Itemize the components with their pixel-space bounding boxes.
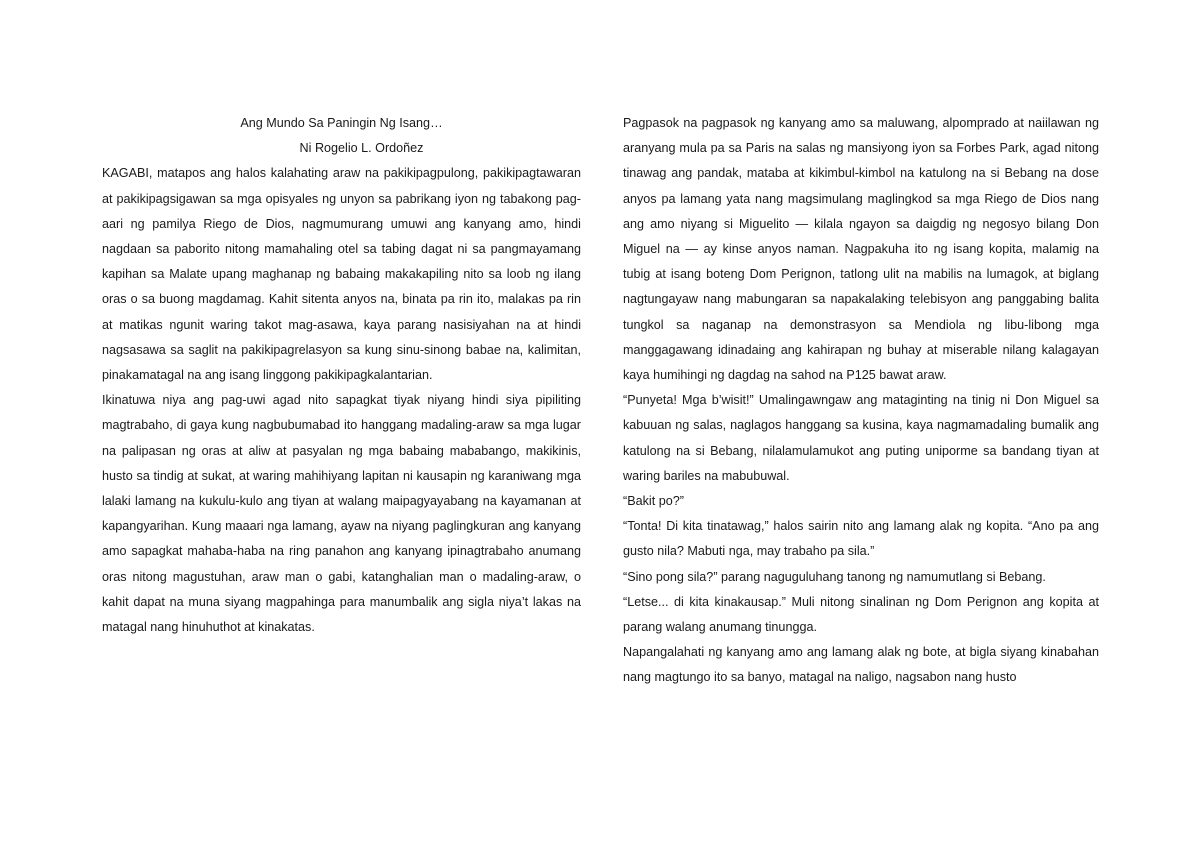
paragraph: Pagpasok na pagpasok ng kanyang amo sa maluwang, alpomprado at naiilawan ng aranyang mula pa sa Paris na salas ng mansiyong iyon sa Forbes Park, agad nitong tinawag ang pandak, mataba at kikimbul-kimbol na katulong na si Bebang na dose anyos pa lamang yata nang magsimulang maglingkod sa mga Riego de Dios nang ang amo niyang si Miguelito — kilala ngayon sa daigdig ng negosyo bilang Don Miguel na — ay kinse anyos naman. Nagpakuha ito ng isang kopita, malamig na tubig at isang boteng Dom Perignon, tatlong ulit na mabilis na lumagok, at biglang nagtungayaw nang mabungaran sa napakalaking telebisyon ang panggabing balita tungkol sa naganap na demonstrasyon sa Mendiola ng libu-libong mga manggagawang idinadaing ang kahirapan ng buhay at miserable nilang kalagayan kaya humihingi ng dagdag na sahod na P125 bawat araw.: [623, 116, 1099, 383]
paragraph: “Punyeta! Mga b’wisit!” Umalingawngaw ang mataginting na tinig ni Don Miguel sa kabuuan ng salas, naglagos hanggang sa kusina, kaya nagmamadaling bumalik ang katulong na si Bebang, nilalamulamukot ang puting uniporme sa bandang tiyan at waring bariles na mabubuwal.: [623, 393, 1099, 483]
right-column: [623, 111, 1099, 691]
paragraph: Ikinatuwa niya ang pag-uwi agad nito sapagkat tiyak niyang hindi siya pipiliting magtrabaho, di gaya kung nagbubumabad ito hanggang madaling-araw sa mga lugar na palipasan ng oras at aliw at pasyalan ng mga babaing mababango, makikinis, husto sa tindig at sukat, at waring mahihiyang lapitan ni kausapin ng karaniwang mga lalaki lamang na kukulu-kulo ang tiyan at walang maipagyayabang na kayamanan at kapangyarihan. Kung maaari nga lamang, ayaw na niyang paglingkuran ang kanyang amo sapagkat mahaba-haba na ring panahon ang kanyang ipinagtrabaho anumang oras nitong magustuhan, araw man o gabi, katanghalian man o madaling-araw, o kahit dapat na muna siyang magpahinga para manumbalik ang sigla niya’t lakas na matagal nang hinuhuthot at kinakatas.: [102, 393, 581, 635]
paragraph: “Tonta! Di kita tinatawag,” halos sairin nito ang lamang alak ng kopita. “Ano pa ang gusto nila? Mabuti nga, may trabaho pa sila.”: [623, 519, 1099, 559]
left-column: [102, 111, 581, 640]
story-title: Ang Mundo Sa Paningin Ng Isang…: [240, 116, 443, 130]
paragraph: “Sino pong sila?” parang naguguluhang tanong ng namumutlang si Bebang.: [623, 569, 1046, 584]
paragraph: KAGABI, matapos ang halos kalahating araw na pakikipagpulong, pakikipagtawaran at pakikipagsigawan sa mga opisyales ng unyon sa pabrikang iyon ng tabakong pag-aari ng pamilya Riego de Dios, nagmumurang umuwi ang kanyang amo, hindi nagdaan sa paborito nitong mamahaling otel sa tabing dagat ni sa pangmayamang kapihan sa Malate upang maghanap ng babaing makakapiling nito sa loob ng ilang oras o sa buong magdamag. Kahit sitenta anyos na, binata pa rin ito, malakas pa rin at matikas ngunit waring takot mag-asawa, kaya parang nasisiyahan na at hindi nagsasawa sa saglit na pakikipagrelasyon sa kung sinu-sinong babae na, kalimitan, pinakamatagal na ang isang linggong pakikipagkalantarian.: [102, 166, 581, 383]
story-author: Ni Rogelio L. Ordoñez: [299, 141, 424, 156]
paragraph: “Letse... di kita kinakausap.” Muli nitong sinalinan ng Dom Perignon ang kopita at parang walang anumang tinungga.: [623, 594, 1099, 635]
paragraph: “Bakit po?”: [623, 494, 684, 509]
paragraph: Napangalahati ng kanyang amo ang lamang alak ng bote, at bigla siyang kinabahan nang magtungo ito sa banyo, matagal na naligo, nagsabon nang husto: [623, 645, 1099, 685]
